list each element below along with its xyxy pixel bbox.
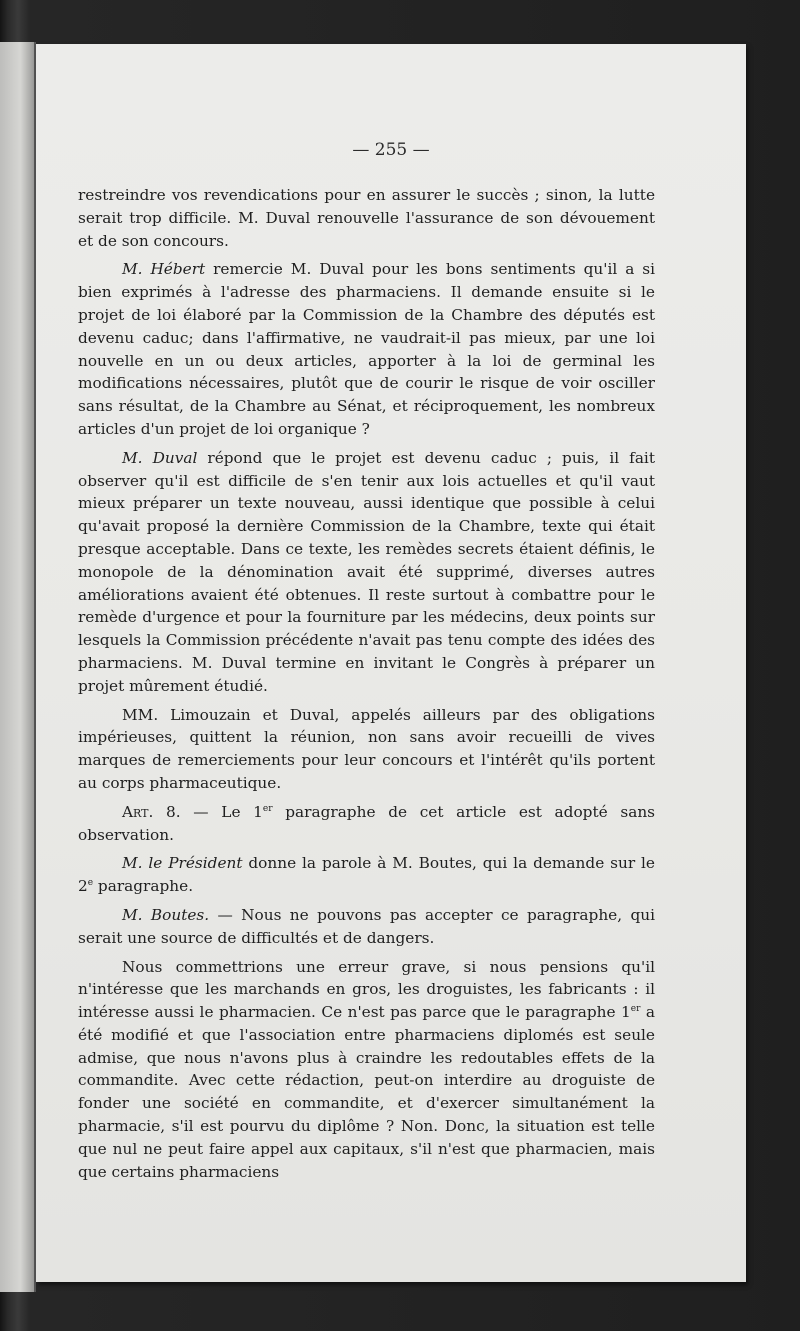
- book-page: [36, 44, 746, 1282]
- paragraph: [78, 704, 655, 795]
- paragraph-text: paragraphe de cet article est adopté sans observation.: [78, 802, 656, 844]
- page-number: — 255 —: [352, 140, 430, 160]
- paragraph: [78, 447, 655, 698]
- paragraph: [78, 904, 655, 950]
- paragraph-text: restreindre vos revendications pour en assurer le succès ; sinon, la lutte serait trop difficile. M. Duval renouvelle l'assurance de son dévouement et de son concours.: [78, 186, 655, 250]
- paragraph: [78, 852, 655, 898]
- paragraph-text: paragraphe.: [93, 877, 194, 896]
- paragraph-text: remercie M. Duval pour les bons sentiments qu'il a si bien exprimés à l'adresse des pharmaciens. Il demande ensuite si le projet de loi élaboré par la Commission de la Chambre des députés est devenu caduc; dans l'affirmative, ne vaudrait-il pas mieux, par une loi nouvelle en un ou deux articles, apporter à la loi de germinal les modifications nécessaires, plutôt que de courir le risque de voir osciller sans résultat, de la Chambre au Sénat, et réciproquement, les nombreux articles d'un projet de loi organique ?: [78, 260, 655, 438]
- page-body: [78, 184, 655, 1189]
- paragraph: [78, 956, 655, 1184]
- paragraph-text-a: Nous commettrions une erreur grave, si nous pensions qu'il n'intéresse que les marchands en gros, les droguistes, les fabricants : il intéresse aussi le pharmacien. Ce n'est pas parce que le paragraphe 1: [78, 957, 655, 1022]
- paragraph-text-a: — Le 1: [180, 802, 263, 821]
- paragraph: [78, 801, 655, 847]
- paragraph-text: répond que le projet est devenu caduc ; puis, il fait observer qu'il est difficile de s'en tenir aux lois actuelles et qu'il vaut mieux préparer un texte nouveau, aussi identique que possible à celui qu'avait proposé la dernière Commission de la Chambre, texte qui était presque acceptable. Dans ce texte, les remèdes secrets étaient définis, le monopole de la dénomination avait été supprimé, diverses autres améliorations avaient été obtenues. Il reste surtout à combattre pour le remède d'urgence et pour la fourniture par les médecins, deux points sur lesquels la Commission précédente n'avait pas tenu compte des idées des pharmaciens. M. Duval termine en invitant le Congrès à préparer un projet mûrement étudié.: [78, 448, 655, 695]
- speaker-name: M. Duval: [122, 448, 198, 467]
- paragraph-text: MM. Limouzain et Duval, appelés ailleurs par des obligations impérieuses, quittent la réunion, non sans avoir recueilli de vives marques de remerciements pour leur concours et l'intérêt qu'ils portent au corps pharmaceutique.: [78, 705, 655, 792]
- speaker-name: M. le Président: [122, 854, 243, 873]
- paragraph-text: — Nous ne pouvons pas accepter ce paragraphe, qui serait une source de difficultés et de dangers.: [78, 905, 655, 947]
- paragraph: [78, 258, 655, 440]
- speaker-name: M. Boutes.: [122, 905, 210, 924]
- paragraph-text-a: donne la parole à M. Boutes, qui la demande sur le 2: [78, 854, 655, 896]
- previous-page-edge: [0, 42, 36, 1292]
- paragraph-text: a été modifié et que l'association entre pharmaciens diplomés est seule admise, que nous n'avons plus à craindre les redoutables effets de la commandite. Avec cette rédaction, peut-on interdire au droguiste de fonder une société en commandite, et d'exercer simultanément la pharmacie, s'il est pourvu du diplôme ? Non. Donc, la situation est telle que nul ne peut faire appel aux capitaux, s'il n'est que pharmacien, mais que certains pharmaciens: [78, 1003, 655, 1181]
- ordinal-superscript: e: [87, 878, 94, 889]
- paragraph: [78, 184, 655, 252]
- speaker-name: M. Hébert: [122, 260, 206, 279]
- ordinal-superscript: er: [630, 1004, 641, 1014]
- article-label: Art. 8.: [122, 802, 181, 821]
- ordinal-superscript: er: [262, 803, 273, 814]
